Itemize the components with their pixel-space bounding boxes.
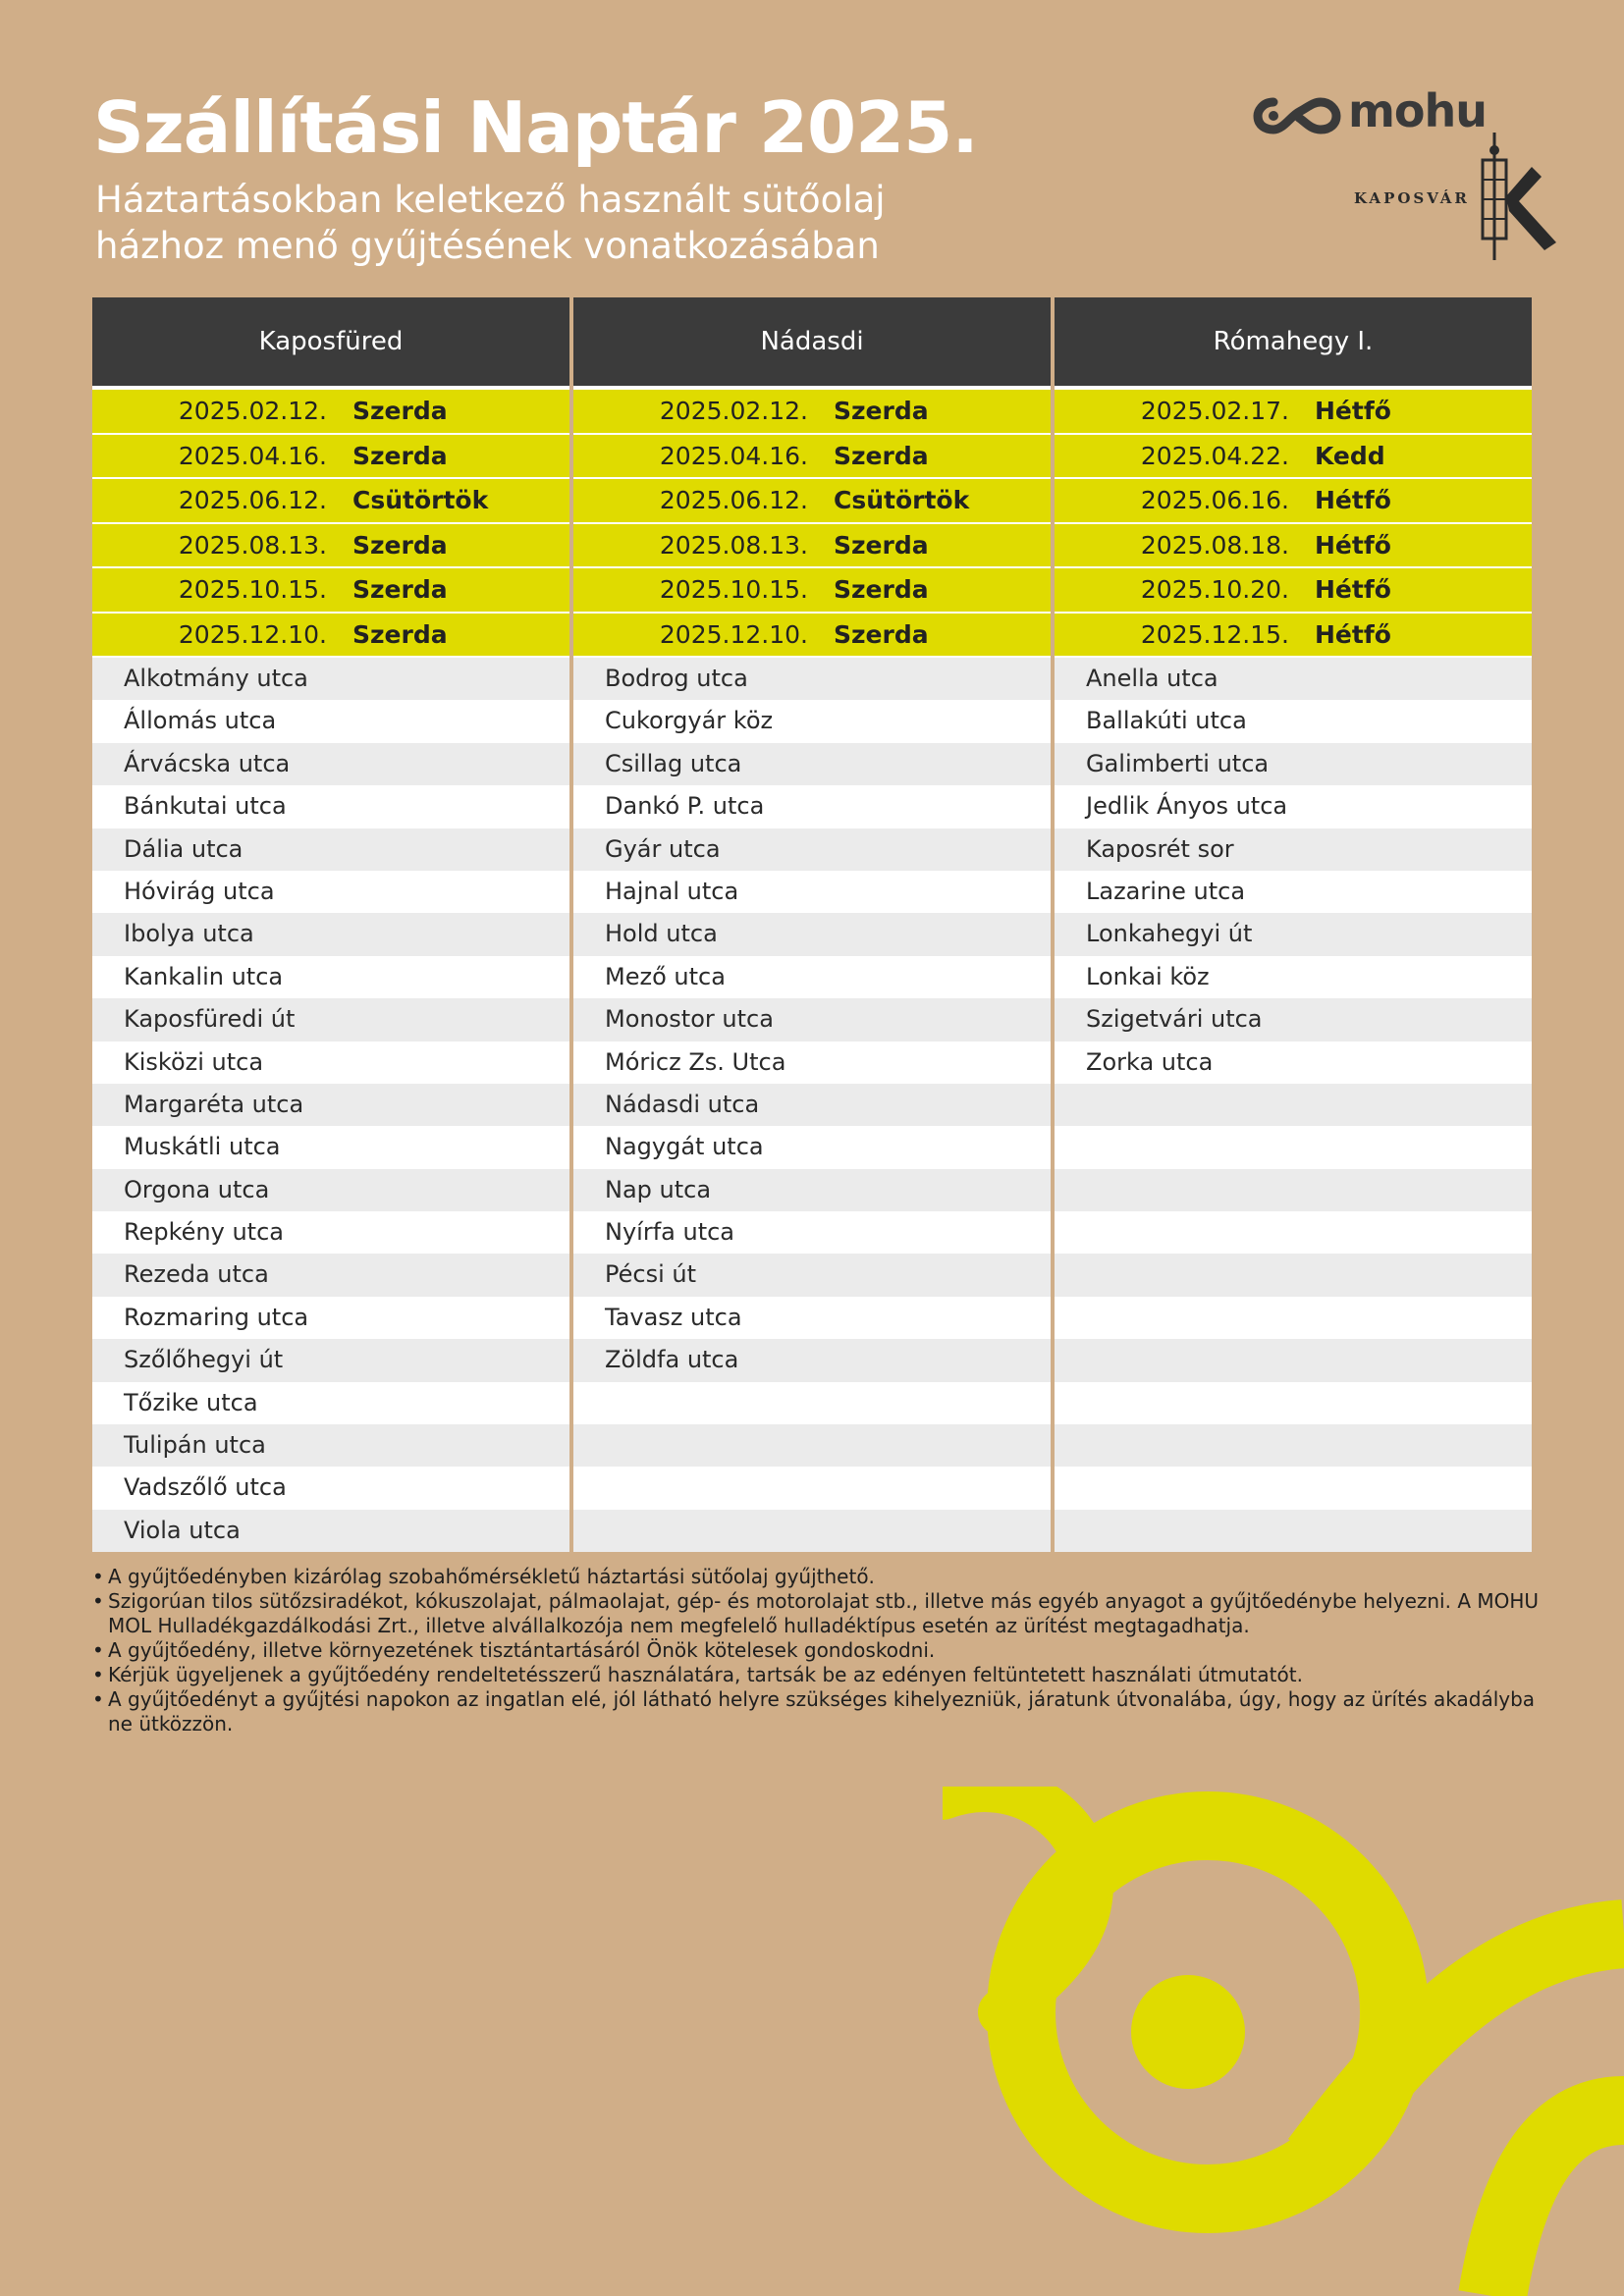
street-row: Repkény utca (92, 1211, 569, 1254)
date-value: 2025.06.16. (1140, 486, 1289, 515)
street-row: Viola utca (92, 1510, 569, 1552)
note-item: • Kérjük ügyeljenek a gyűjtőedény rendeltetésszerű használatára, tartsák be az edényen feltüntetett használati útmutatót. (92, 1663, 1565, 1687)
street-list (92, 658, 569, 1552)
column-header: Nádasdi (573, 297, 1051, 390)
street-row: Cukorgyár köz (573, 700, 1051, 742)
page-subtitle (95, 177, 886, 269)
street-row: Ballakúti utca (1055, 700, 1532, 742)
street-row: Anella utca (1055, 658, 1532, 700)
weekday: Hétfő (1315, 575, 1391, 605)
street-row: Árvácska utca (92, 743, 569, 785)
column-romahegy (1055, 297, 1532, 1552)
street-row: Galimberti utca (1055, 743, 1532, 785)
date-row (573, 435, 1051, 478)
date-row (92, 390, 569, 433)
date-value: 2025.08.13. (178, 530, 327, 560)
date-row (92, 614, 569, 657)
street-row (1055, 1169, 1532, 1211)
mohu-infinity-decoration-icon (943, 1787, 1624, 2296)
date-row (1055, 568, 1532, 612)
street-row: Alkotmány utca (92, 658, 569, 700)
street-row: Rezeda utca (92, 1254, 569, 1296)
date-row (92, 568, 569, 612)
street-row: Pécsi út (573, 1254, 1051, 1296)
date-value: 2025.08.13. (659, 530, 808, 560)
date-row (92, 524, 569, 567)
street-row (1055, 1084, 1532, 1126)
street-row: Tőzike utca (92, 1382, 569, 1424)
weekday: Hétfő (1315, 619, 1391, 649)
date-row (1055, 479, 1532, 522)
street-row (1055, 1339, 1532, 1381)
date-value: 2025.04.22. (1140, 441, 1289, 470)
weekday: Hétfő (1315, 397, 1391, 426)
weekday: Szerda (352, 530, 448, 560)
street-row: Hajnal utca (573, 871, 1051, 913)
street-row: Margaréta utca (92, 1084, 569, 1126)
date-list (573, 390, 1051, 658)
street-row (573, 1424, 1051, 1467)
street-row: Nádasdi utca (573, 1084, 1051, 1126)
note-item: • A gyűjtőedény, illetve környezetének tisztántartásáról Önök kötelesek gondoskodni. (92, 1638, 1565, 1663)
street-list (573, 658, 1051, 1552)
date-value: 2025.10.15. (178, 575, 327, 605)
weekday: Szerda (834, 441, 929, 470)
street-row: Monostor utca (573, 998, 1051, 1041)
street-row: Ibolya utca (92, 913, 569, 955)
weekday: Csütörtök (352, 486, 489, 515)
date-row (92, 479, 569, 522)
date-value: 2025.06.12. (178, 486, 327, 515)
date-value: 2025.12.15. (1140, 619, 1289, 649)
street-row (1055, 1424, 1532, 1467)
weekday: Hétfő (1315, 530, 1391, 560)
date-value: 2025.12.10. (659, 619, 808, 649)
street-row: Nyírfa utca (573, 1211, 1051, 1254)
date-row (573, 390, 1051, 433)
weekday: Szerda (834, 575, 929, 605)
street-row: Lonkahegyi út (1055, 913, 1532, 955)
schedule-table (92, 297, 1532, 1552)
street-row: Muskátli utca (92, 1126, 569, 1168)
street-row: Nap utca (573, 1169, 1051, 1211)
column-nadasdi (573, 297, 1051, 1552)
weekday: Csütörtök (834, 486, 970, 515)
date-row (573, 568, 1051, 612)
notes-list (92, 1565, 1565, 1736)
street-row: Dankó P. utca (573, 785, 1051, 828)
date-row (573, 614, 1051, 657)
date-row (92, 435, 569, 478)
street-row: Orgona utca (92, 1169, 569, 1211)
date-row (1055, 390, 1532, 433)
street-row: Vadszőlő utca (92, 1467, 569, 1509)
street-row: Rozmaring utca (92, 1297, 569, 1339)
date-value: 2025.10.15. (659, 575, 808, 605)
street-row: Csillag utca (573, 743, 1051, 785)
weekday: Hétfő (1315, 486, 1391, 515)
date-row (1055, 614, 1532, 657)
street-row: Kaposfüredi út (92, 998, 569, 1041)
street-row: Állomás utca (92, 700, 569, 742)
street-row: Móricz Zs. Utca (573, 1041, 1051, 1084)
street-row (573, 1467, 1051, 1509)
street-row (1055, 1297, 1532, 1339)
street-row (1055, 1254, 1532, 1296)
kaposvar-logo-text: KAPOSVÁR (1354, 189, 1470, 207)
street-row: Gyár utca (573, 828, 1051, 871)
date-row (573, 524, 1051, 567)
note-item: • A gyűjtőedényt a gyűjtési napokon az ingatlan elé, jól látható helyre szükséges kihelyezniük, járatunk útvonalába, úgy, hogy az ürítés akadályba ne ütközzön. (92, 1687, 1565, 1736)
street-row: Szőlőhegyi út (92, 1339, 569, 1381)
subtitle-line-2: házhoz menő gyűjtésének vonatkozásában (95, 225, 880, 267)
street-row: Hóvirág utca (92, 871, 569, 913)
street-row: Dália utca (92, 828, 569, 871)
date-row (1055, 524, 1532, 567)
note-item: • Szigorúan tilos sütőzsiradékot, kókuszolajat, pálmaolajat, gép- és motorolajat stb., illetve más egyéb anyagot a gyűjtőedénybe helyezni. A MOHU MOL Hulladékgazdálkodási Zrt., illetve alvállalkozója nem megfelelő hulladéktípus esetén az ürítést megtagadhatja. (92, 1589, 1565, 1638)
street-row: Lonkai köz (1055, 956, 1532, 998)
date-value: 2025.02.12. (659, 397, 808, 426)
street-row: Lazarine utca (1055, 871, 1532, 913)
page-title: Szállítási Naptár 2025. (93, 86, 978, 169)
date-value: 2025.08.18. (1140, 530, 1289, 560)
weekday: Szerda (352, 441, 448, 470)
street-row: Hold utca (573, 913, 1051, 955)
street-row: Bodrog utca (573, 658, 1051, 700)
mohu-logo-text: mohu (1348, 84, 1488, 137)
date-value: 2025.04.16. (178, 441, 327, 470)
weekday: Szerda (352, 397, 448, 426)
street-row: Bánkutai utca (92, 785, 569, 828)
column-header: Kaposfüred (92, 297, 569, 390)
street-row (573, 1382, 1051, 1424)
weekday: Szerda (352, 619, 448, 649)
date-value: 2025.10.20. (1140, 575, 1289, 605)
date-value: 2025.02.12. (178, 397, 327, 426)
weekday: Szerda (834, 619, 929, 649)
column-header: Rómahegy I. (1055, 297, 1532, 390)
street-row: Tavasz utca (573, 1297, 1051, 1339)
street-row (1055, 1382, 1532, 1424)
note-item: • A gyűjtőedényben kizárólag szobahőmérsékletű háztartási sütőolaj gyűjthető. (92, 1565, 1565, 1589)
subtitle-line-1: Háztartásokban keletkező használt sütőolaj (95, 179, 886, 221)
date-row (1055, 435, 1532, 478)
date-value: 2025.04.16. (659, 441, 808, 470)
street-row: Zöldfa utca (573, 1339, 1051, 1381)
weekday: Kedd (1315, 441, 1385, 470)
street-row (1055, 1467, 1532, 1509)
date-list (1055, 390, 1532, 658)
street-row: Jedlik Ányos utca (1055, 785, 1532, 828)
date-row (573, 479, 1051, 522)
weekday: Szerda (352, 575, 448, 605)
street-row (1055, 1510, 1532, 1552)
street-row: Mező utca (573, 956, 1051, 998)
street-row (1055, 1126, 1532, 1168)
date-value: 2025.02.17. (1140, 397, 1289, 426)
date-value: 2025.12.10. (178, 619, 327, 649)
street-row: Nagygát utca (573, 1126, 1051, 1168)
date-list (92, 390, 569, 658)
street-row: Zorka utca (1055, 1041, 1532, 1084)
street-row: Kankalin utca (92, 956, 569, 998)
column-kaposfured (92, 297, 569, 1552)
street-row (1055, 1211, 1532, 1254)
street-row: Kaposrét sor (1055, 828, 1532, 871)
weekday: Szerda (834, 397, 929, 426)
date-value: 2025.06.12. (659, 486, 808, 515)
street-row: Szigetvári utca (1055, 998, 1532, 1041)
street-row (573, 1510, 1051, 1552)
street-row: Kisközi utca (92, 1041, 569, 1084)
street-list (1055, 658, 1532, 1552)
weekday: Szerda (834, 530, 929, 560)
street-row: Tulipán utca (92, 1424, 569, 1467)
